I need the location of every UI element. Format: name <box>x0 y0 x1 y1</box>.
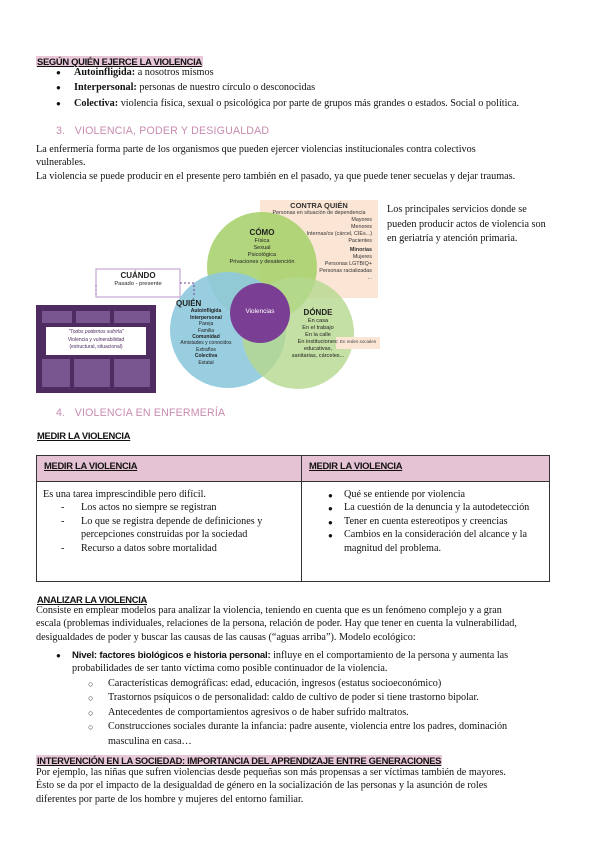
violence-diagram <box>36 195 386 400</box>
nivel-bold: Nivel: factores biológicos e historia personal: <box>72 650 271 661</box>
paragraph-line: escala (problemas individuales, relaciones de la persona, relación de poder. Hay que tener en cuenta la vulnerabilidad, <box>36 618 517 630</box>
contra-line: Pacientes <box>348 238 372 244</box>
contra-line2: Mujeres <box>352 254 372 260</box>
panel-quote <box>46 329 146 352</box>
list-item: - Lo que se registra depende de definiciones y percepciones construidas por la sociedad <box>61 515 263 541</box>
sub-list-cont: masculina en casa… <box>108 735 192 747</box>
redes-tag: En redes sociales <box>339 339 377 344</box>
item-text: La cuestión de la denuncia y la autodetección <box>344 502 530 514</box>
section-title: VIOLENCIA EN ENFERMERÍA <box>74 407 226 419</box>
quien-line: Familia <box>197 327 215 334</box>
item-text: Antecedentes de comportamientos agresivos o de haber sufrido maltratos. <box>108 706 409 718</box>
list-item: ● Qué se entiende por violencia <box>328 489 466 500</box>
paragraph-line: vulnerables. <box>36 157 86 169</box>
paragraph-line: Consiste en emplear modelos para analizar la violencia, teniendo en cuenta que es un fenómeno complejo y a gran <box>36 605 502 616</box>
como-line: Psicológica <box>247 252 277 258</box>
quien-line: Amistades y conocidos <box>180 340 232 347</box>
table-header-cell <box>302 456 550 482</box>
item-text: Los actos no siempre se registran <box>81 502 217 514</box>
heading-text: SEGÚN QUIÉN EJERCE LA VIOLENCIA <box>37 56 202 67</box>
donde-text <box>288 309 348 360</box>
item-text: personas de nuestro círculo o desconocidas <box>136 82 316 94</box>
donde-line: En instituciones: <box>297 339 339 345</box>
center-label: Violencias <box>245 308 275 315</box>
header-text: MEDIR LA VIOLENCIA <box>309 460 403 471</box>
section-number: 4. <box>56 407 66 419</box>
sub-list-item: ○ Características demográficas: edad, educación, ingresos (estatus socioeconómico) <box>88 678 442 689</box>
nivel-block <box>56 649 581 676</box>
donde-line: En la calle <box>305 332 331 338</box>
como-line: Física <box>254 238 270 244</box>
header-text: MEDIR LA VIOLENCIA <box>44 460 138 471</box>
item-bold: Colectiva: <box>74 97 119 109</box>
analizar-text <box>36 604 581 644</box>
side-note-line: en geriatría y atención primaria. <box>387 233 518 244</box>
quien-line: Interpersonal <box>190 314 222 321</box>
paragraph-line: diferentes por parte de los hombre y mujeres del entorno familiar. <box>36 793 304 805</box>
item-text: Qué se entiende por violencia <box>344 489 466 500</box>
contra-quien-title: CONTRA QUIÉN <box>290 201 348 210</box>
side-note-line: Los principales servicios donde se <box>387 204 527 215</box>
section-4-heading <box>56 407 225 419</box>
item-text: a nosotros mismos <box>135 67 214 78</box>
paragraph-line: Por ejemplo, las niñas que sufren violencias desde pequeñas son más propensas a ser víctimas también de mayores. <box>36 767 506 778</box>
contra-line2: ... <box>367 275 372 281</box>
sub-list <box>88 677 583 749</box>
list-item: ● Tener en cuenta estereotipos y creencias <box>328 515 508 527</box>
section-number: 3. <box>56 125 66 137</box>
quien-line: Autoinfligida <box>190 308 222 315</box>
list-item: ● Nivel: factores biológicos e historia personal: influye en el comportamiento de la persona y aumenta las <box>56 650 509 661</box>
side-note <box>387 203 577 247</box>
paragraph-line: desigualdades de poder y buscar las causas de las causas (“aguas arriba”). Modelo ecológico: <box>36 631 416 643</box>
item-bold: Interpersonal: <box>74 82 137 94</box>
item-text: Trastornos psíquicos o de personalidad: caldo de cultivo de poder si tiene trastorno bipolar. <box>108 692 479 704</box>
table-cell-right <box>302 482 550 582</box>
sub-list-item: ○ Construcciones sociales durante la infancia: padre ausente, violencia entre los padres, dominación <box>88 721 508 733</box>
list-item: - Los actos no siempre se registran <box>61 502 217 514</box>
contra-line: Mayores <box>351 217 372 223</box>
list-item: ● Colectiva: violencia física, sexual o psicológica por parte de grupos más grandes o estados. Social o política. <box>56 97 520 109</box>
side-note-line: pueden producir actos de violencia son <box>387 218 546 230</box>
item-text: violencia física, sexual o psicológica por parte de grupos más grandes o estados. Social o política. <box>118 97 520 109</box>
como-line: Privaciones y desatención <box>229 259 295 265</box>
item-text: Tener en cuenta estereotipos y creencias <box>344 515 508 527</box>
item-text: Construcciones sociales durante la infancia: padre ausente, violencia entre los padres, dominación <box>108 721 508 733</box>
paragraph-line: Ésto se da por el impacto de la desigualdad de género en la socialización de las personas y la asunción de roles <box>36 780 488 792</box>
item-text: Recurso a datos sobre mortalidad <box>81 542 217 554</box>
contra-line: Menores <box>351 224 372 230</box>
list-item: ● Cambios en la consideración del alcance y la magnitud del problema. <box>328 529 528 554</box>
contra-line2: Personas LGTBIQ+ <box>324 261 372 267</box>
item-text: Características demográficas: edad, educación, ingresos (estatus socioeconómico) <box>108 678 442 689</box>
quien-line: Extraños <box>196 346 216 353</box>
cell-intro: Es una tarea imprescindible pero difícil. <box>43 489 206 500</box>
heading-text: INTERVENCIÓN EN LA SOCIEDAD: IMPORTANCIA DEL APRENDIZAJE ENTRE GENERACIONES <box>37 755 442 766</box>
contra-line2: Personas racializadas <box>319 268 372 274</box>
cuando-title: CUÁNDO <box>120 271 156 280</box>
list-item: - Recurso a datos sobre mortalidad <box>61 542 217 554</box>
quien-line: Comunidad <box>192 334 220 341</box>
section-3-text <box>36 143 576 183</box>
nivel-text-cont: probabilidades de ser tanto víctima como posible continuador de la violencia. <box>72 663 388 675</box>
como-text <box>222 229 302 266</box>
panel-quote-line: (estructural, situacional) <box>69 344 123 350</box>
item-bold: Autoinfligida: <box>74 67 136 78</box>
paragraph-line: La enfermería forma parte de los organismos que pueden ejercer violencias institucionales contra colectivos <box>36 144 476 155</box>
donde-line: En casa <box>307 318 329 324</box>
list-item: ● Interpersonal: personas de nuestro círculo o desconocidas <box>56 82 316 94</box>
quien-title: QUIÉN <box>176 299 202 308</box>
quien-line: Colectiva <box>194 353 218 360</box>
list-item: ● Autoinfligida: a nosotros mismos <box>56 67 214 78</box>
como-line: Sexual <box>253 245 271 251</box>
como-title: CÓMO <box>249 228 275 237</box>
intervencion-text <box>36 766 581 806</box>
sub-list-item: ○ Antecedentes de comportamientos agresivos o de haber sufrido maltratos. <box>88 706 409 718</box>
nivel-text: influye en el comportamiento de la persona y aumenta las <box>270 650 509 661</box>
donde-line: sanitarias, cárceles... <box>291 353 345 359</box>
section-3-heading <box>56 125 269 137</box>
donde-title: DÓNDE <box>303 308 333 317</box>
quien-line: Pareja <box>198 321 214 328</box>
subheading-text: MEDIR LA VIOLENCIA <box>37 430 131 441</box>
item-text: Lo que se registra depende de definiciones y percepciones construidas por la sociedad <box>81 515 263 541</box>
donde-line: En el trabajo <box>302 325 334 331</box>
item-text: Cambios en la consideración del alcance y la magnitud del problema. <box>344 529 528 554</box>
panel-quote-line: "Todos podemos sufrirla" <box>68 329 124 335</box>
donde-line: educativas, <box>303 346 333 352</box>
section-title: VIOLENCIA, PODER Y DESIGUALDAD <box>74 125 270 137</box>
quien-line: Estatal <box>198 359 214 366</box>
list-item: ● La cuestión de la denuncia y la autodetección <box>328 502 530 514</box>
panel-quote-line: Violencia y vulnerabilidad <box>67 336 125 343</box>
table-header-row <box>37 456 550 482</box>
table-header-cell <box>37 456 302 482</box>
contra-title2: Minorías <box>349 247 372 253</box>
medir-table <box>36 455 550 582</box>
subheading-medir <box>36 426 131 444</box>
sub-list-item: ○ Trastornos psíquicos o de personalidad: caldo de cultivo de poder si tiene trastorno bipolar. <box>88 692 479 704</box>
cuando-text <box>98 272 178 288</box>
list-segun-quien <box>56 66 576 110</box>
contra-line: Internas/os (cárcel, CIEs...) <box>306 231 372 237</box>
heading-text: ANALIZAR LA VIOLENCIA <box>37 594 148 605</box>
table-cell-left <box>37 482 302 582</box>
contra-line: Personas en situación de dependencia <box>272 210 366 216</box>
paragraph-line: La violencia se puede producir en el presente pero también en el pasado, ya que puede tener secuelas y dejar traumas. <box>36 170 516 182</box>
table-row <box>37 482 550 582</box>
cuando-value: Pasado - presente <box>114 281 162 287</box>
quien-text <box>176 301 236 366</box>
